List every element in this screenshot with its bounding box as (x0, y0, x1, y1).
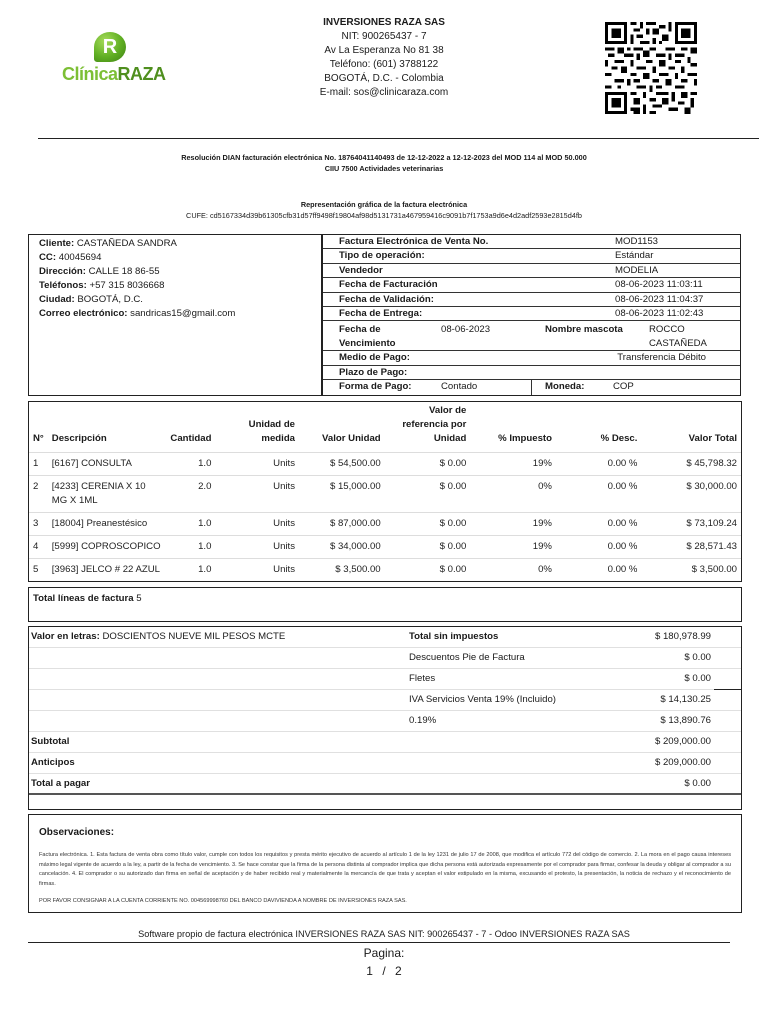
client-cc-label: CC: (39, 252, 57, 263)
client-city-line (39, 293, 311, 307)
item-number: 5 (33, 564, 39, 575)
observations-title: Observaciones: (39, 827, 115, 838)
currency: COP (613, 381, 634, 393)
item-reference-value: $ 0.00 (439, 564, 467, 575)
clinica-raza-logo (62, 32, 166, 84)
representation-title: Representación gráfica de la factura electrónica (300, 200, 468, 209)
page-separator: / (382, 964, 386, 978)
observations-box (28, 814, 742, 913)
item-number: 3 (29, 513, 48, 536)
item-reference-value: $ 0.00 (385, 536, 471, 559)
item-total: $ 28,571.43 (641, 536, 741, 559)
page-total: 2 (395, 964, 402, 978)
item-discount: 0.00 % (556, 536, 641, 559)
logo-text-clinica: Clínica (62, 64, 118, 84)
item-quantity: 1.0 (165, 536, 215, 559)
item-number: 1 (29, 453, 48, 476)
delivery-date: 08-06-2023 11:02:43 (615, 307, 704, 319)
seller-label: Vendedor (339, 264, 383, 276)
col-header-discount: % Desc. (556, 402, 641, 453)
billing-date-row (323, 278, 740, 292)
item-unit-value: $ 87,000.00 (299, 513, 385, 536)
delivery-date-row (323, 307, 740, 321)
column-divider (531, 380, 532, 394)
col-header-total: Valor Total (641, 402, 741, 453)
footer-divider (28, 942, 730, 943)
item-discount: 0.00 % (556, 513, 641, 536)
item-tax: 19% (470, 536, 556, 559)
company-nit: NIT: 900265437 - 7 (341, 31, 427, 42)
totals-row (29, 690, 741, 711)
payment-method: Transferencia Débito (617, 352, 706, 364)
cufe-code: CUFE: cd5167334d39b61305cfb31d57ff9498f19804af98d5131731a467959416c9091b7f1753a9d6e4d2adf2593e2815d4fb (186, 211, 582, 220)
col-header-uom: Unidad de medida (215, 402, 299, 453)
validation-date: 08-06-2023 11:04:37 (615, 293, 704, 305)
pet-name-label: Nombre mascota (545, 324, 623, 336)
table-row (29, 453, 741, 476)
item-quantity: 1.0 (198, 564, 212, 575)
client-cc-line (39, 251, 311, 265)
op-type-row (323, 249, 740, 263)
advances-label: Anticipos (31, 757, 75, 768)
client-name-line (39, 237, 311, 251)
logo-r-badge-icon: R (94, 32, 126, 62)
item-reference-value: $ 0.00 (385, 453, 471, 476)
validation-date-row (323, 293, 740, 307)
ciiu-line: CIIU 7500 Actividades veterinarias (324, 164, 444, 173)
company-email: E-mail: sos@clinicaraza.com (319, 87, 449, 98)
iva-label: IVA Servicios Venta 19% (Incluido) (409, 694, 557, 705)
item-discount: 0.00 % (607, 564, 638, 575)
item-uom: Units (215, 536, 299, 559)
validation-date-label: Fecha de Validación: (339, 293, 434, 305)
amount-in-words-value: DOSCIENTOS NUEVE MIL PESOS MCTE (102, 631, 286, 642)
item-discount: 0.00 % (556, 476, 641, 513)
total-to-pay-label: Total a pagar (31, 778, 90, 789)
footer-discounts-label: Descuentos Pie de Factura (409, 652, 525, 663)
totals-row (29, 627, 741, 648)
col-header-unit-value: Valor Unidad (299, 402, 385, 453)
item-unit-value: $ 15,000.00 (299, 476, 385, 513)
advances: $ 209,000.00 (654, 757, 711, 768)
client-cc: 40045694 (58, 252, 102, 263)
currency-label: Moneda: (545, 381, 585, 393)
due-date: 08-06-2023 (441, 324, 491, 336)
col-header-reference-value: Valor de referencia por Unidad (385, 402, 471, 453)
payment-form-row (323, 380, 740, 394)
bank-instructions: POR FAVOR CONSIGNAR A LA CUENTA CORRIENTE NO. 004569998760 DEL BANCO DAVIVIENDA A NOMBRE DE INVERSIONES RAZA SAS. (39, 898, 407, 904)
billing-date: 08-06-2023 11:03:11 (615, 279, 703, 291)
company-phone: Teléfono: (601) 3788122 (329, 59, 439, 70)
col-header-number: N° (29, 402, 48, 453)
invoice-lines-count: 5 (136, 593, 142, 604)
table-row (29, 513, 741, 536)
subtotal-row (29, 732, 741, 753)
item-description: [3963] JELCO # 22 AZUL (51, 564, 161, 575)
client-email-label: Correo electrónico: (39, 308, 128, 319)
seller: MODELIA (615, 264, 659, 276)
client-email-line (39, 307, 311, 321)
item-number: 4 (29, 536, 48, 559)
iva: $ 14,130.25 (660, 694, 711, 705)
col-header-tax: % Impuesto (470, 402, 556, 453)
op-type: Estándar (615, 250, 654, 262)
total-to-pay: $ 0.00 (684, 778, 711, 789)
page-current: 1 (366, 964, 373, 978)
item-unit-value: $ 34,000.00 (299, 536, 385, 559)
total-before-tax-label: Total sin impuestos (409, 631, 499, 642)
item-uom: Units (215, 513, 299, 536)
graphic-representation (0, 199, 768, 221)
advances-row (29, 753, 741, 774)
item-tax: 0% (470, 476, 556, 513)
item-unit-value: $ 54,500.00 (299, 453, 385, 476)
client-address-line (39, 265, 311, 279)
amount-in-words-label: Valor en letras: (31, 631, 100, 642)
client-info-box (28, 234, 322, 396)
tax-rate-amount: $ 13,890.76 (660, 715, 711, 726)
amount-in-words (31, 627, 285, 647)
item-uom: Units (215, 453, 299, 476)
company-name: INVERSIONES RAZA SAS (323, 17, 445, 28)
freight: $ 0.00 (684, 673, 711, 684)
client-address: CALLE 18 86-55 (88, 266, 160, 277)
client-phone: +57 315 8036668 (89, 280, 165, 291)
item-description: [5999] COPROSCOPICO (48, 536, 166, 559)
due-date-label: Fecha de Vencimiento (339, 324, 396, 350)
item-total: $ 3,500.00 (691, 564, 737, 575)
invoice-number: MOD1153 (615, 236, 659, 247)
table-row (29, 536, 741, 559)
items-table (29, 402, 741, 581)
invoice-number-row (323, 235, 740, 249)
totals-divider-stub (714, 689, 742, 690)
client-email: sandricas15@gmail.com (130, 308, 236, 319)
software-footer: Software propio de factura electrónica INVERSIONES RAZA SAS NIT: 900265437 - 7 - Odoo INVERSIONES RAZA SAS (138, 929, 630, 939)
pet-name: ROCCO CASTAÑEDA (649, 324, 707, 350)
item-total: $ 45,798.32 (641, 453, 741, 476)
totals-row (29, 711, 741, 732)
item-reference-value: $ 0.00 (385, 476, 471, 513)
invoice-lines-label: Total líneas de factura (33, 593, 134, 604)
payment-method-row (323, 351, 740, 365)
item-unit-value: $ 3,500.00 (335, 564, 381, 575)
dian-resolution (0, 152, 768, 174)
resolution-line: Resolución DIAN facturación electrónica No. 18764041140493 de 12-12-2022 a 12-12-2023 del MOD 114 al MOD 50.000 (181, 153, 587, 162)
footer-discounts: $ 0.00 (684, 652, 711, 663)
item-tax: 19% (470, 513, 556, 536)
payment-form: Contado (441, 381, 478, 393)
invoice-lines-box (28, 587, 742, 622)
item-description: [18004] Preanestésico (48, 513, 166, 536)
item-total: $ 30,000.00 (641, 476, 741, 513)
client-phone-line (39, 279, 311, 293)
items-box (28, 401, 742, 582)
logo-text (62, 64, 166, 85)
client-phone-label: Teléfonos: (39, 280, 87, 291)
total-before-tax: $ 180,978.99 (654, 631, 711, 642)
totals-row (29, 669, 741, 690)
item-quantity: 1.0 (165, 453, 215, 476)
payment-term-row (323, 366, 740, 380)
item-tax: 0% (538, 564, 552, 575)
payment-term-label: Plazo de Pago: (339, 366, 408, 378)
table-row (29, 559, 741, 582)
items-header-row (29, 402, 741, 453)
invoice-info-box (322, 234, 741, 396)
company-address: Av La Esperanza No 81 38 (324, 45, 444, 56)
due-date-row (323, 321, 740, 351)
page-label: Pagina: (363, 946, 405, 960)
seller-row (323, 264, 740, 278)
col-header-description: Descripción (48, 402, 166, 453)
item-number: 2 (29, 476, 48, 513)
col-header-quantity: Cantidad (165, 402, 215, 453)
item-tax: 19% (470, 453, 556, 476)
subtotal: $ 209,000.00 (654, 736, 711, 747)
item-total: $ 73,109.24 (641, 513, 741, 536)
item-reference-value: $ 0.00 (385, 513, 471, 536)
billing-date-label: Fecha de Facturación (339, 279, 438, 291)
item-uom: Units (215, 476, 299, 513)
client-address-label: Dirección: (39, 266, 86, 277)
item-discount: 0.00 % (556, 453, 641, 476)
item-description: [4233] CERENIA X 10 MG X 1ML (48, 476, 166, 513)
total-to-pay-row (29, 774, 741, 795)
totals-box (28, 626, 742, 810)
subtotal-label: Subtotal (31, 736, 70, 747)
payment-form-label: Forma de Pago: (339, 381, 412, 393)
totals-row (29, 648, 741, 669)
client-name-label: Cliente: (39, 238, 75, 249)
client-city-label: Ciudad: (39, 294, 75, 305)
client-name: CASTAÑEDA SANDRA (76, 238, 177, 249)
company-city: BOGOTÁ, D.C. - Colombia (324, 73, 444, 84)
page-number (0, 962, 768, 980)
payment-method-label: Medio de Pago: (339, 352, 410, 364)
item-uom: Units (273, 564, 296, 575)
freight-label: Fletes (409, 673, 436, 684)
qr-code-icon (604, 22, 698, 114)
delivery-date-label: Fecha de Entrega: (339, 307, 423, 319)
item-quantity: 1.0 (165, 513, 215, 536)
header-divider (38, 138, 759, 139)
logo-text-raza: RAZA (117, 64, 166, 84)
client-city: BOGOTÁ, D.C. (77, 294, 143, 305)
item-quantity: 2.0 (165, 476, 215, 513)
table-row (29, 476, 741, 513)
tax-rate-label: 0.19% (409, 715, 437, 726)
company-info (284, 16, 484, 100)
item-description: [6167] CONSULTA (48, 453, 166, 476)
observations-text: Factura electrónica. 1. Esta factura de venta obra como título valor, cumple con todos los requisitos y presta mérito ejecutivo de acuerdo al artículo 1 de la ley 1231 de julio 17 de 2008, que modifica el artículo 772 del código de comercio. 2. La mora en el pago causa intereses máximo legal vigente de acuerdo a la ley, a partir de la fecha de vencimiento. 3. Se hace constar que la firma de la persona distinta al comprador implica que dicha persona está autorizada expresamente por el comprador para firmar, confesar la deuda y obligar al comprador a su cancelación. 4. El comprador o su autorizado dan firma en señal de aceptación y de haber recibido real y materialmente la mercancía de que trata y aceptan el valor estipulado en la misma, excusando el protesto, la presentación, la noticia de rechazo y el reconocimiento de firmas. (39, 852, 731, 887)
op-type-label: Tipo de operación: (339, 250, 425, 262)
invoice-number-label: Factura Electrónica de Venta No. (339, 236, 489, 247)
